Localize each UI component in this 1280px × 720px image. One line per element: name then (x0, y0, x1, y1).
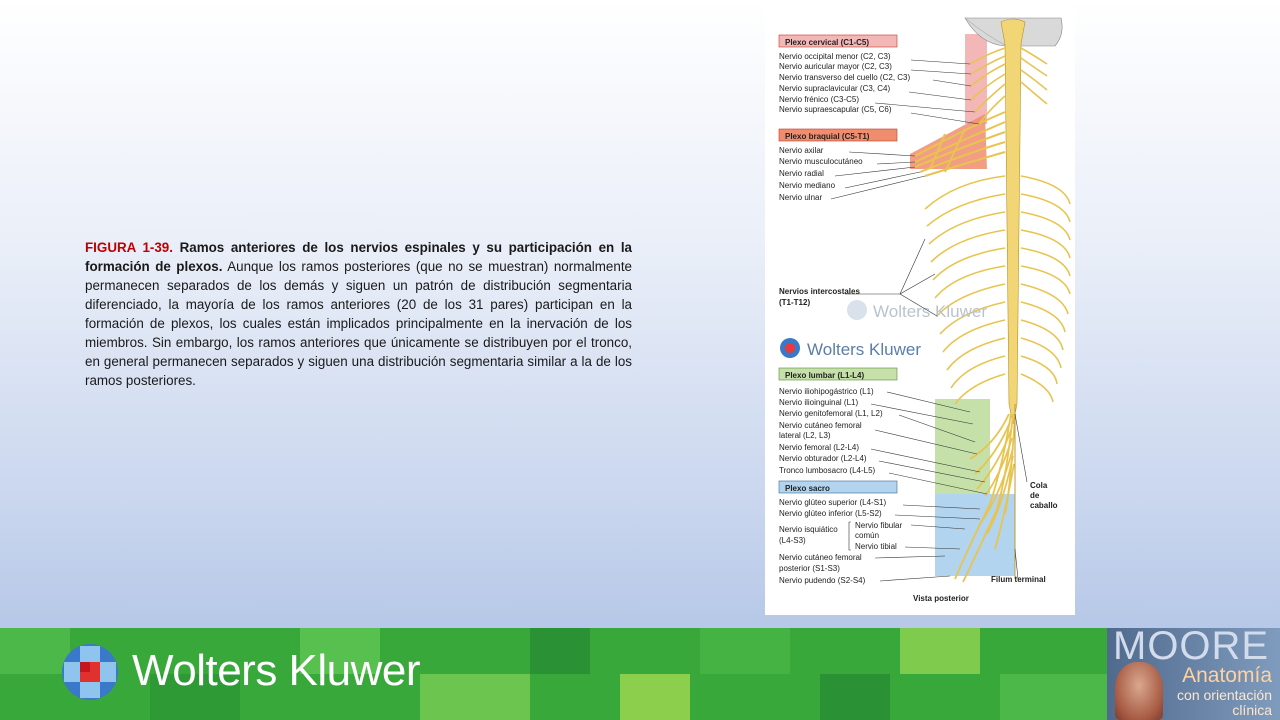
sacral-heading: Plexo sacro (785, 484, 830, 493)
book-author: MOORE (1113, 628, 1270, 668)
brachial-label: Nervio musculocutáneo (779, 157, 863, 166)
intercostal-label: Nervios intercostales (779, 287, 860, 296)
figure-title: Ramos anteriores de los nervios espinales y su participación en la formación de plexos. (85, 240, 632, 274)
lumbar-label: lateral (L2, L3) (779, 431, 831, 440)
sacral-label: Nervio glúteo superior (L4-S1) (779, 498, 887, 507)
view-label: Vista posterior (913, 594, 969, 603)
lumbar-label: Nervio genitofemoral (L1, L2) (779, 409, 883, 418)
sacral-label: común (855, 531, 880, 540)
spinal-cord (1001, 19, 1025, 424)
brachial-label: Nervio ulnar (779, 193, 823, 202)
lumbar-label: Nervio femoral (L2-L4) (779, 443, 860, 452)
lumbar-label: Nervio cutáneo femoral (779, 421, 862, 430)
sacral-label: Nervio pudendo (S2-S4) (779, 576, 866, 585)
intercostal-nerves (925, 176, 1070, 404)
cauda-label: Cola (1030, 481, 1048, 490)
sacral-label: Nervio glúteo inferior (L5-S2) (779, 509, 882, 518)
wolters-kluwer-logo-icon (60, 642, 120, 702)
cauda-label: de (1030, 491, 1040, 500)
wk-logo-text: Wolters Kluwer (807, 340, 921, 359)
cervical-label: Nervio supraescapular (C5, C6) (779, 105, 892, 114)
footer-bar (0, 628, 1280, 720)
cauda-label: caballo (1030, 501, 1058, 510)
sacral-label: Nervio tibial (855, 542, 897, 551)
cervical-label: Nervio supraclavicular (C3, C4) (779, 84, 891, 93)
watermark-logo-icon (847, 300, 867, 320)
book-title: Anatomía (1182, 664, 1272, 687)
cervical-label: Nervio transverso del cuello (C2, C3) (779, 73, 911, 82)
brachial-label: Nervio mediano (779, 181, 836, 190)
cervical-label: Nervio occipital menor (C2, C3) (779, 52, 891, 61)
figure-caption (85, 238, 632, 390)
cervical-label: Nervio frénico (C3-C5) (779, 95, 860, 104)
book-subtitle: clínica (1232, 702, 1272, 718)
lumbar-label: Nervio ilioinguinal (L1) (779, 398, 859, 407)
anatomy-face-image (1115, 662, 1163, 720)
brachial-label: Nervio axilar (779, 146, 824, 155)
sciatic-bracket (849, 522, 851, 550)
sacral-label: Nervio cutáneo femoral (779, 553, 862, 562)
lumbar-label: Tronco lumbosacro (L4-L5) (779, 466, 876, 475)
cervical-heading: Plexo cervical (C1-C5) (785, 38, 870, 47)
footer-brand: Wolters Kluwer (132, 646, 421, 695)
book-subtitle: con orientación (1177, 687, 1272, 703)
sacral-label: Nervio fibular (855, 521, 903, 530)
figure-body: Aunque los ramos posteriores (que no se muestran) normalmente permanecen separados de los demás y siguen un patrón de distribución segmentaria diferenciado, la mayoría de los ramos anteriores (20 de los 31 pares) participan en la formación de plexos, los cuales están implicados principalmente en la inervación de los miembros. Sin embargo, los ramos anteriores que únicamente se distribuyen por el tronco, en general permanecen separados y siguen una distribución segmentaria similar a la de los ramos posteriores. (85, 259, 632, 388)
sacral-label: Nervio isquiático (779, 525, 838, 534)
lumbar-region-band (935, 399, 990, 494)
cervical-label: Nervio auricular mayor (C2, C3) (779, 62, 892, 71)
brachial-label: Nervio radial (779, 169, 824, 178)
lumbar-heading: Plexo lumbar (L1-L4) (785, 371, 865, 380)
book-cover (1107, 628, 1280, 720)
plexus-diagram (765, 4, 1075, 615)
filum-label: Filum terminal (991, 575, 1046, 584)
intercostal-label-range: (T1-T12) (779, 298, 811, 307)
lumbar-label: Nervio obturador (L2-L4) (779, 454, 867, 463)
lumbar-label: Nervio iliohipogástrico (L1) (779, 387, 874, 396)
nerve-plexus-figure (765, 4, 1075, 615)
watermark-text: Wolters Kluwer (873, 302, 987, 321)
sacral-label: (L4-S3) (779, 536, 806, 545)
sacral-label: posterior (S1-S3) (779, 564, 840, 573)
figure-number: FIGURA 1-39. (85, 240, 173, 255)
brachial-heading: Plexo braquial (C5-T1) (785, 132, 870, 141)
